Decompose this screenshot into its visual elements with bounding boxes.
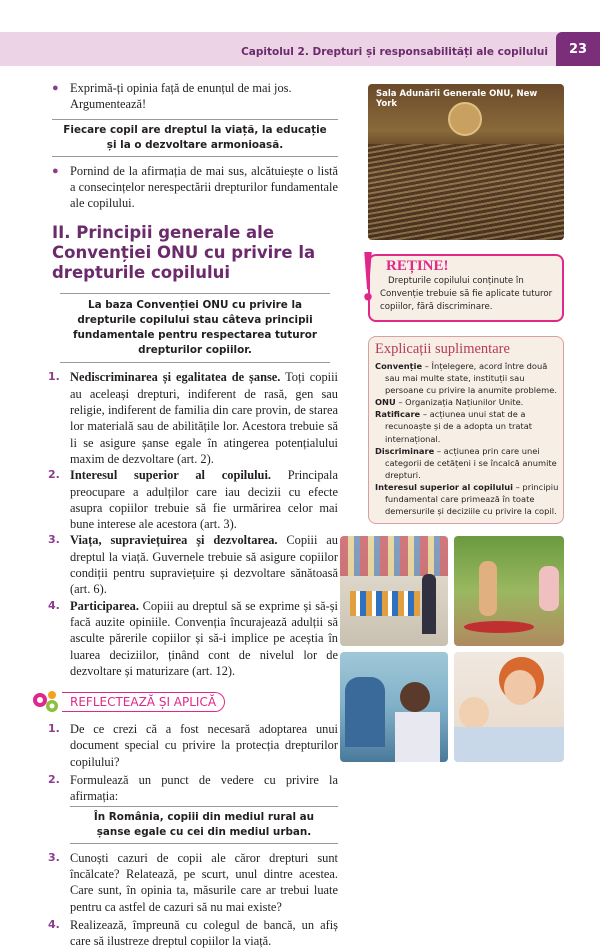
- question-text: Cunoști cazuri de copii ale căror drepturi sunt încălcate? Relatează, pe scurt, unul dintre acestea. Care sunt, în opinia ta, măsurile care ar trebui luate pentru ca astfel de cazuri să nu mai existe?: [70, 850, 338, 914]
- glossary-item: [375, 408, 559, 444]
- item-number: 4.: [48, 917, 60, 931]
- left-column: [48, 80, 339, 949]
- principle-term: Participarea.: [70, 598, 139, 613]
- glossary-item: [375, 396, 559, 408]
- glossary-item: [375, 445, 559, 481]
- question-item: [48, 721, 338, 770]
- glossary-def: – Organizația Națiunilor Unite.: [395, 397, 524, 408]
- reflect-title: REFLECTEAZĂ ȘI APLICĂ: [62, 692, 225, 712]
- question-text: Formulează un punct de vedere cu privire la afirmația:: [70, 773, 338, 804]
- playground-photo: [454, 536, 564, 646]
- principles-list: [48, 369, 339, 679]
- retine-box: [368, 254, 564, 322]
- photo-grid: [340, 536, 564, 762]
- principle-item: [48, 467, 338, 532]
- retine-text: Drepturile copilului conținute în Convenție trebuie să fie aplicate tuturor copiilor, fără discriminare.: [380, 276, 553, 312]
- principle-term: Interesul superior al copilului.: [70, 468, 271, 483]
- classroom-photo: [340, 536, 448, 646]
- item-number: 1.: [48, 722, 60, 736]
- glossary-list: [375, 360, 559, 517]
- glossary-term: ONU: [375, 397, 396, 408]
- question-text: Realizează, împreună cu colegul de bancă, un afiș care să ilustreze dreptul copiilor la viață.: [70, 917, 338, 949]
- principle-text: Copiii au dreptul să se exprime și să-și facă auzite opiniile. Convenția încurajează adulții să asculte părerile copiilor și să-i implice pe aceștia în luarea deciziilor, ținând cont de nivelul lor de dezvoltare și maturizare (art. 12).: [70, 598, 338, 678]
- principle-text: Principala preocupare a adulților care iau decizii cu efecte asupra copiilor trebuie să fie urmărirea celor mai bune interese ale acestora (art. 3).: [70, 468, 338, 532]
- intro-bullet-1: Exprimă-ți opinia față de enunțul de mai jos. Argumentează!: [70, 81, 292, 112]
- glossary-box: [368, 336, 564, 524]
- glossary-title: Explicații suplimentare: [375, 341, 510, 357]
- bullet-icon: ●: [52, 164, 59, 177]
- principle-item: [48, 532, 339, 597]
- bullet-icon: ●: [52, 82, 59, 94]
- question-item: [48, 917, 338, 949]
- un-assembly-photo: [368, 84, 564, 240]
- glossary-term: Discriminare: [375, 445, 435, 456]
- item-number: 1.: [48, 370, 60, 384]
- principle-item: [48, 598, 338, 679]
- section-lead: La baza Convenției ONU cu privire la drepturile copilului stau câteva principii fundamentale pentru respectarea tuturor drepturilor copiilor.: [60, 293, 330, 363]
- question-item: [48, 850, 338, 915]
- intro-bullet-2: Pornind de la afirmația de mai sus, alcătuiește o listă a consecințelor nerespectării drepturilor fundamentale ale copilului.: [70, 163, 338, 211]
- reflect-questions: [48, 721, 338, 949]
- item-number: 3.: [48, 533, 60, 547]
- section-title: II. Principii generale ale Convenției ONU cu privire la drepturile copilului: [52, 223, 316, 283]
- page-number: 23: [556, 32, 600, 66]
- item-number: 4.: [48, 598, 60, 612]
- right-column: [368, 84, 564, 762]
- principle-text: Toți copiii au aceleași drepturi, indiferent de rasă, gen sau religie, indiferent de familia din care provin, de starea lor materială sau de abilitățile lor. Acestora trebuie să li se asigure șanse egale în atingerea potențialului maxim de dezvoltare (art. 2).: [70, 370, 338, 466]
- principle-term: Viața, supraviețuirea și dezvoltarea.: [70, 533, 278, 548]
- principle-text: Copiii au dreptul la viață. Guvernele trebuie să asigure copiilor condiții pentru supraviețuire și dezvoltare sănătoasă (art. 6).: [70, 533, 339, 597]
- gears-icon: [30, 689, 62, 715]
- question-text: De ce crezi că a fost necesară adoptarea unui document special cu privire la protecția drepturilor copilului?: [70, 722, 338, 769]
- glossary-def: – acțiunea prin care unei categorii de cetățeni i se încalcă anumite drepturi.: [385, 445, 557, 480]
- glossary-term: Interesul superior al copilului: [375, 481, 513, 492]
- glossary-def: – principiu fundamental care primează în toate demersurile și deciziile cu privire la copil.: [385, 481, 559, 517]
- chapter-title: Capitolul 2. Drepturi și responsabilități ale copilului: [241, 46, 548, 58]
- glossary-item: [375, 360, 559, 396]
- glossary-term: Convenție: [375, 361, 423, 371]
- quote-2: În România, copiii din mediul rural au șanse egale cu cei din mediul urban.: [70, 806, 338, 844]
- item-number: 3.: [48, 850, 60, 864]
- item-number: 2.: [48, 468, 60, 482]
- retine-title: REȚINE!: [386, 258, 449, 274]
- mother-child-reading-photo: [454, 652, 564, 762]
- quote-1: Fiecare copil are dreptul la viață, la educație și la o dezvoltare armonioasă.: [52, 119, 338, 157]
- glossary-def: – Înțelegere, acord între două sau mai multe state, instituții sau persoane cu privire la anumite probleme.: [385, 361, 557, 396]
- principle-term: Nediscriminarea și egalitatea de șanse.: [70, 370, 281, 385]
- photo-caption: Sala Adunării Generale ONU, New York: [376, 89, 538, 109]
- glossary-item: [375, 481, 559, 517]
- glossary-def: – acțiunea unui stat de a recunoaște și de a adopta un tratat internațional.: [385, 409, 533, 444]
- item-number: 2.: [48, 773, 60, 787]
- principle-item: [48, 369, 338, 467]
- glossary-term: Ratificare: [375, 409, 421, 420]
- exclamation-icon: [363, 252, 373, 308]
- reflect-header: [30, 689, 338, 715]
- hospital-photo: [340, 652, 448, 762]
